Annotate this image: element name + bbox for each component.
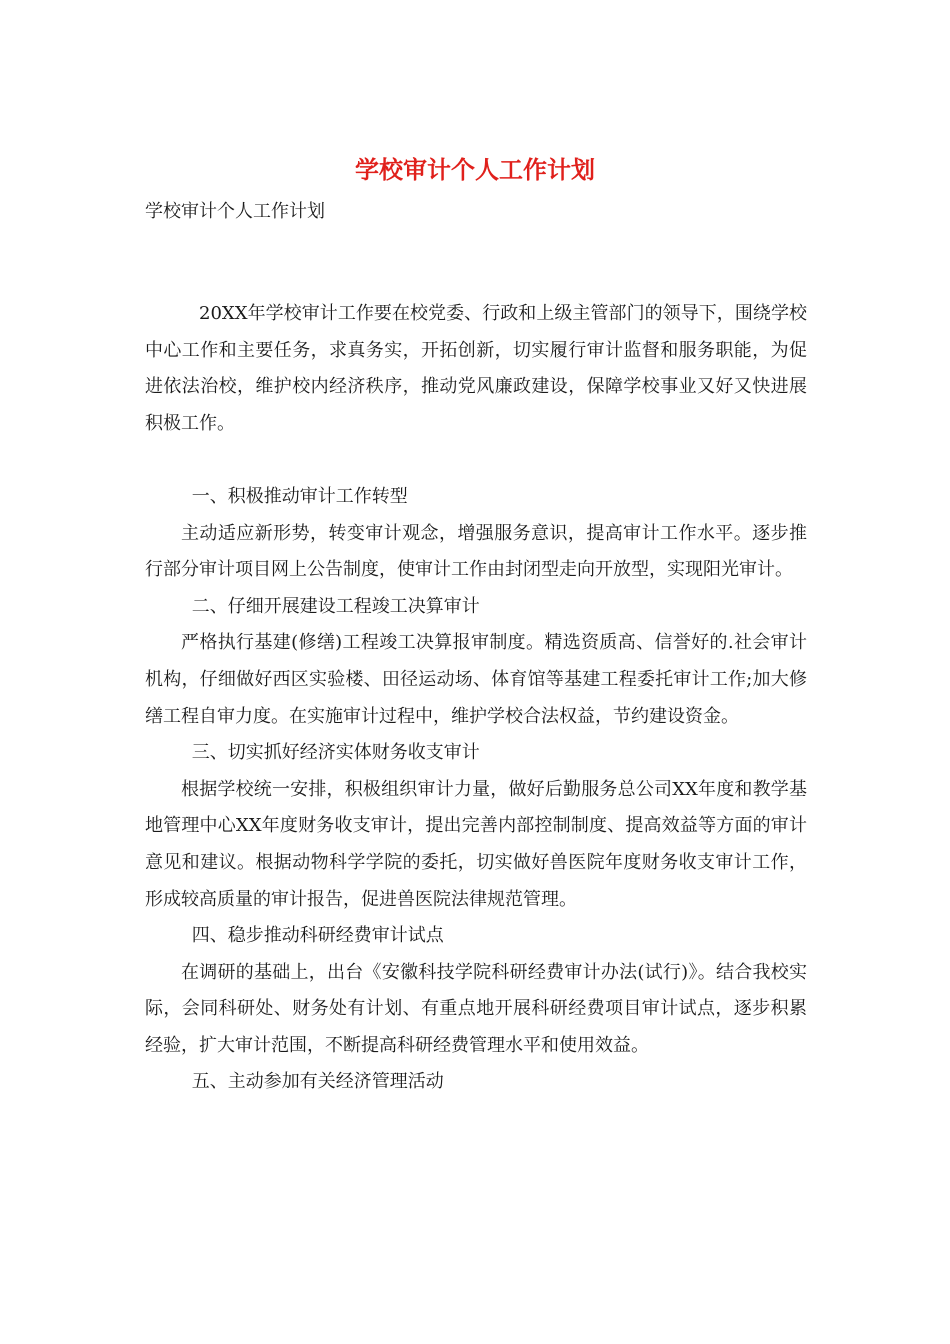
section-body-2: 严格执行基建(修缮)工程竣工决算报审制度。精选资质高、信誉好的.社会审计机构，仔细做好西区实验楼、田径运动场、体育馆等基建工程委托审计工作;加大修缮工程自审力度。在实施审计过程中，维护学校合法权益，节约建设资金。 bbox=[145, 632, 807, 727]
document-body bbox=[145, 296, 807, 1101]
paragraph-gap bbox=[145, 442, 807, 479]
section-heading-1: 一、积极推动审计工作转型 bbox=[191, 485, 408, 507]
document-subtitle: 学校审计个人工作计划 bbox=[145, 201, 325, 222]
section-heading-2: 二、仔细开展建设工程竣工决算审计 bbox=[191, 595, 480, 617]
section-body-3: 根据学校统一安排，积极组织审计力量，做好后勤服务总公司XX年度和教学基地管理中心XX年度财务收支审计，提出完善内部控制制度、提高效益等方面的审计意见和建议。根据动物科学学院的委托，切实做好兽医院年度财务收支审计工作，形成较高质量的审计报告，促进兽医院法律规范管理。 bbox=[145, 778, 807, 910]
section-body-4: 在调研的基础上，出台《安徽科技学院科研经费审计办法(试行)》。结合我校实际，会同科研处、财务处有计划、有重点地开展科研经费项目审计试点，逐步积累经验，扩大审计范围，不断提高科研经费管理水平和使用效益。 bbox=[145, 961, 807, 1056]
section-body-1: 主动适应新形势，转变审计观念，增强服务意识，提高审计工作水平。逐步推行部分审计项目网上公告制度，使审计工作由封闭型走向开放型，实现阳光审计。 bbox=[145, 522, 807, 581]
section-heading-5: 五、主动参加有关经济管理活动 bbox=[191, 1071, 444, 1093]
section-heading-3: 三、切实抓好经济实体财务收支审计 bbox=[191, 742, 480, 764]
document-title: 学校审计个人工作计划 bbox=[355, 155, 595, 184]
section-heading-4: 四、稳步推动科研经费审计试点 bbox=[191, 925, 444, 947]
intro-paragraph: 20XX年学校审计工作要在校党委、行政和上级主管部门的领导下，围绕学校中心工作和主要任务，求真务实，开拓创新，切实履行审计监督和服务职能，为促进依法治校，维护校内经济秩序，推动党风廉政建设，保障学校事业又好又快进展积极工作。 bbox=[145, 303, 807, 434]
